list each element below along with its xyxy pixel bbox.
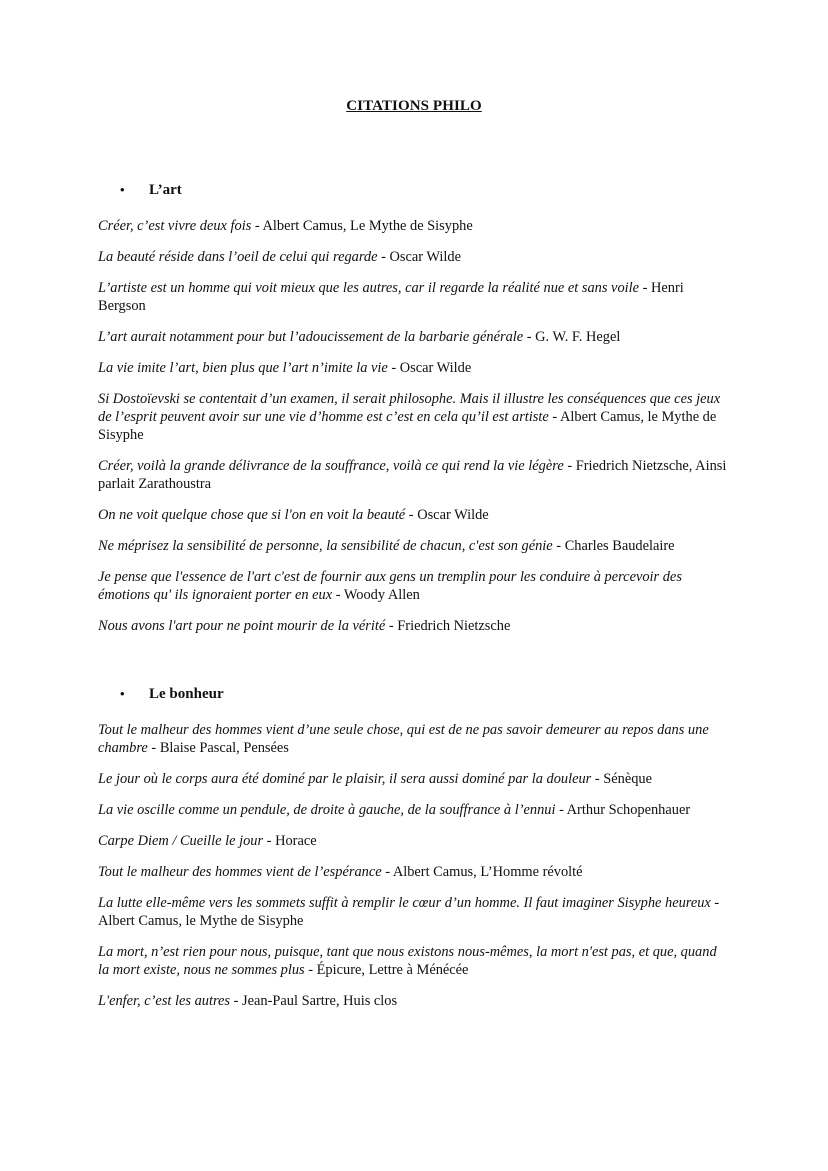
- quote-text: Carpe Diem / Cueille le jour: [98, 833, 264, 849]
- quote: [98, 328, 728, 346]
- quote: [98, 832, 728, 850]
- quote-author: - Henri Bergson: [98, 280, 684, 314]
- quote-author: - Jean-Paul Sartre, Huis clos: [230, 993, 398, 1009]
- quote: [98, 568, 728, 604]
- quote-text: Tout le malheur des hommes vient d’une seule chose, qui est de ne pas savoir demeurer au repos dans une chambre: [98, 722, 709, 756]
- quote-author: - Arthur Schopenhauer: [555, 802, 691, 818]
- quote: [98, 506, 728, 524]
- quote-text: Ne méprisez la sensibilité de personne, la sensibilité de chacun, c'est son génie: [98, 538, 553, 554]
- quote-text: La vie imite l’art, bien plus que l’art n’imite la vie: [98, 360, 388, 376]
- quote-text: Créer, c’est vivre deux fois: [98, 218, 252, 234]
- quote-text: Le jour où le corps aura été dominé par le plaisir, il sera aussi dominé par la douleur: [98, 771, 592, 787]
- bullet-icon: •: [120, 182, 125, 197]
- quote-list-bonheur: [98, 721, 728, 1023]
- quote-author: - Albert Camus, le Mythe de Sisyphe: [98, 409, 717, 443]
- quote-author: - Oscar Wilde: [377, 249, 461, 265]
- quote-text: L’art aurait notamment pour but l’adoucissement de la barbarie générale: [98, 329, 524, 345]
- quote-author: - Woody Allen: [332, 587, 420, 603]
- quote: [98, 770, 728, 788]
- quote-author: - Horace: [263, 833, 317, 849]
- quote: [98, 279, 728, 315]
- quote-text: La beauté réside dans l’oeil de celui qui regarde: [98, 249, 378, 265]
- quote-author: - Friedrich Nietzsche: [385, 618, 511, 634]
- quote: [98, 457, 728, 493]
- quote-text: La mort, n’est rien pour nous, puisque, tant que nous existons nous-mêmes, la mort n'est pas, et que, quand la mort existe, nous ne sommes plus: [98, 944, 717, 978]
- quote-text: Tout le malheur des hommes vient de l’espérance: [98, 864, 382, 880]
- quote-author: - Sénèque: [591, 771, 653, 787]
- bullet-icon: •: [120, 686, 125, 701]
- section-heading-label: Le bonheur: [149, 686, 224, 702]
- quote: [98, 390, 728, 444]
- quote: [98, 617, 728, 635]
- quote-text: L'enfer, c’est les autres: [98, 993, 231, 1009]
- quote-author: - Albert Camus, le Mythe de Sisyphe: [98, 895, 720, 929]
- quote: [98, 992, 728, 1010]
- quote: [98, 943, 728, 979]
- quote-author: - G. W. F. Hegel: [523, 329, 621, 345]
- quote-author: - Charles Baudelaire: [552, 538, 675, 554]
- quote: [98, 217, 728, 235]
- quote: [98, 359, 728, 377]
- quote-author: - Friedrich Nietzsche, Ainsi parlait Zarathoustra: [98, 458, 727, 492]
- quote-text: Nous avons l'art pour ne point mourir de la vérité: [98, 618, 386, 634]
- quote-author: - Oscar Wilde: [387, 360, 472, 376]
- quote: [98, 801, 728, 819]
- section-heading-label: L’art: [149, 182, 182, 198]
- quote-author: - Albert Camus, Le Mythe de Sisyphe: [251, 218, 473, 234]
- quote-author: - Blaise Pascal, Pensées: [147, 740, 289, 756]
- quote-author: - Épicure, Lettre à Ménécée: [304, 962, 469, 978]
- quote-text: L’artiste est un homme qui voit mieux que les autres, car il regarde la réalité nue et sans voile: [98, 280, 640, 296]
- quote: [98, 863, 728, 881]
- quote-author: - Albert Camus, L’Homme révolté: [381, 864, 583, 880]
- quote-text: Si Dostoïevski se contentait d’un examen, il serait philosophe. Mais il illustre les conséquences que ces jeux de l’esprit peuvent avoir sur une vie d’homme est c’est en cela qu’il est artiste: [98, 391, 721, 425]
- quote: [98, 537, 728, 555]
- quote-text: On ne voit quelque chose que si l'on en voit la beauté: [98, 507, 406, 523]
- page-title: CITATIONS PHILO: [346, 98, 482, 114]
- quote: [98, 894, 728, 930]
- quote-text: Créer, voilà la grande délivrance de la souffrance, voilà ce qui rend la vie légère: [98, 458, 564, 474]
- quote-text: Je pense que l'essence de l'art c'est de fournir aux gens un tremplin pour les conduire à percevoir des émotions qu' ils ignoraient porter en eux: [98, 569, 682, 603]
- quote-text: La vie oscille comme un pendule, de droite à gauche, de la souffrance à l’ennui: [98, 802, 556, 818]
- quote-text: La lutte elle-même vers les sommets suffit à remplir le cœur d’un homme. Il faut imaginer Sisyphe heureux: [98, 895, 711, 911]
- quote-list-art: [98, 217, 728, 648]
- quote: [98, 721, 728, 757]
- quote: [98, 248, 728, 266]
- quote-author: - Oscar Wilde: [405, 507, 489, 523]
